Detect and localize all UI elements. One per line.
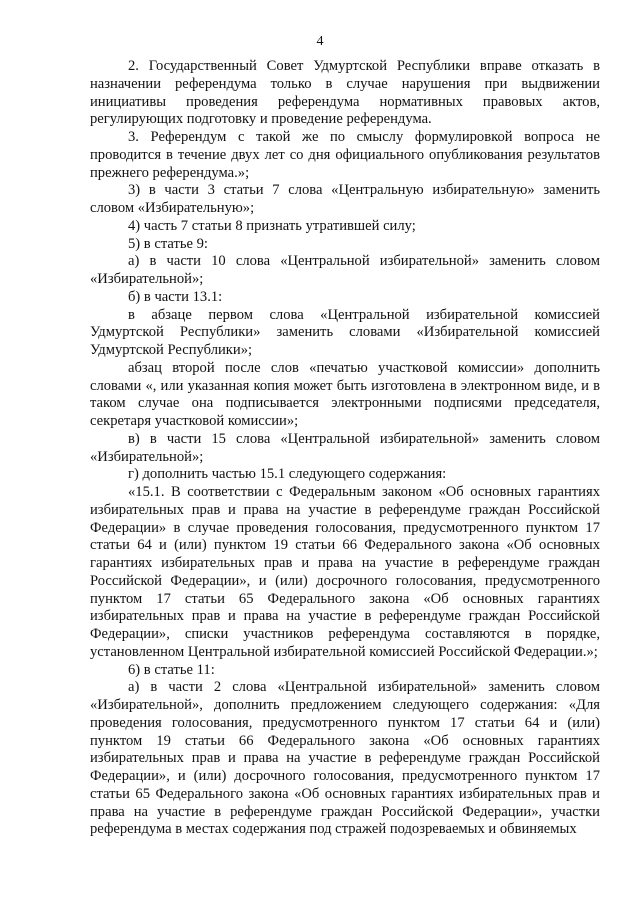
paragraph: 4) часть 7 статьи 8 признать утратившей силу; (128, 217, 416, 234)
paragraph: «15.1. В соответствии с Федеральным законом «Об основных гарантиях избирательных прав и права на участие в референдуме граждан Российской Федерации» в случае проведения голосования, предусмотренного пунктом 17 статьи 64 и (или) пунктом 19 статьи 66 Федерального закона «Об основных гарантиях избирательных прав и права на участие в референдуме граждан Российской Федерации», и (или) досрочного голосования, предусмотренного пунктом 17 статьи 65 Федерального закона «Об основных гарантиях избирательных прав и права на участие в референдуме граждан Российской Федерации», списки участников референдума составляются в порядке, установленном Центральной избирательной комиссией Российской Федерации.»; (90, 484, 600, 660)
document-body (90, 58, 600, 839)
paragraph: а) в части 2 слова «Центральной избирательной» заменить словом «Избирательной», дополнить предложением следующего содержания: «Для проведения голосования, предусмотренного пунктом 17 статьи 64 и (или) пунктом 19 статьи 66 Федерального закона «Об основных гарантиях избирательных прав и права на участие в референдуме граждан Российской Федерации», и (или) досрочного голосования, предусмотренного пунктом 17 статьи 65 Федерального закона «Об основных гарантиях избирательных прав и права на участие в референдуме граждан Российской Федерации», участки референдума в местах содержания под стражей подозреваемых и обвиняемых (90, 679, 600, 838)
paragraph: в) в части 15 слова «Центральной избирательной» заменить словом «Избирательной»; (90, 430, 600, 465)
paragraph: 5) в статье 9: (128, 235, 208, 252)
paragraph: в абзаце первом слова «Центральной избирательной комиссией Удмуртской Республики» заменить словами «Избирательной комиссией Удмуртской Республики»; (90, 306, 600, 358)
paragraph: 3. Референдум с такой же по смыслу формулировкой вопроса не проводится в течение двух лет со дня официального опубликования результатов прежнего референдума.»; (90, 129, 600, 181)
paragraph: г) дополнить частью 15.1 следующего содержания: (128, 466, 447, 483)
paragraph: 2. Государственный Совет Удмуртской Республики вправе отказать в назначении референдума только в случае нарушения при выдвижении инициативы проведения референдума нормативных правовых актов, регулирующих подготовку и проведение референдума. (90, 58, 600, 128)
paragraph: а) в части 10 слова «Центральной избирательной» заменить словом «Избирательной»; (90, 253, 600, 287)
paragraph: 3) в части 3 статьи 7 слова «Центральную избирательную» заменить словом «Избирательную»; (90, 182, 600, 216)
page-number: 4 (316, 34, 324, 49)
paragraph: 6) в статье 11: (128, 661, 215, 678)
paragraph: б) в части 13.1: (128, 288, 223, 305)
paragraph: абзац второй после слов «печатью участковой комиссии» дополнить словами «, или указанная копия может быть изготовлена в электронном виде, и в таком случае она подписывается электронными подписями председателя, секретаря участковой комиссии»; (90, 359, 600, 429)
